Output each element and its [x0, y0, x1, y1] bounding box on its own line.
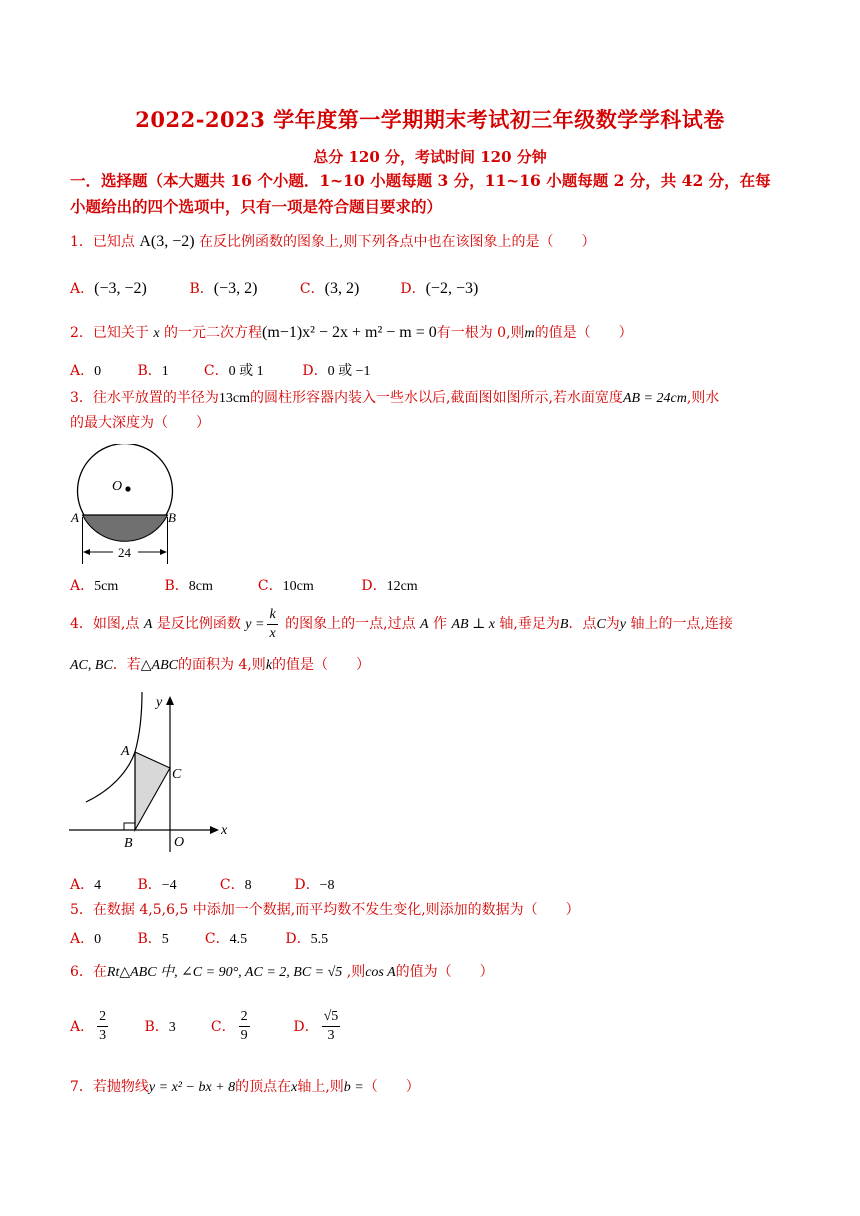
question-7: 7．若抛物线y = x² − bx + 8的顶点在x轴上,则b =（ ）	[70, 1079, 420, 1095]
q6-options	[70, 1008, 343, 1045]
q1-option-a[interactable]: A．(−3, −2)	[70, 280, 147, 297]
q3-line2: 的最大深度为（ ）	[70, 415, 210, 431]
q5-option-c[interactable]: C．4.5	[204, 931, 248, 947]
q6-option-b[interactable]: B．3	[144, 1018, 176, 1035]
q2-options	[70, 360, 371, 380]
q6-condition: Rt△ABC 中, ∠C = 90°, AC = 2, BC = √5	[106, 965, 343, 980]
q3-line1: 3．往水平放置的半径为13cm的圆柱形容器内装入一些水以后,截面图如图所示,若水面宽度AB = 24cm,则水	[70, 390, 720, 406]
label-b: B	[124, 836, 133, 851]
q5-option-d[interactable]: D．5.5	[285, 931, 329, 947]
exam-subtitle: 总分 120 分，考试时间 120 分钟	[313, 148, 547, 166]
question-5: 5．在数据 4,5,6,5 中添加一个数据,而平均数不发生变化,则添加的数据为（ ）	[70, 902, 580, 918]
label-o: O	[112, 479, 123, 494]
q2-option-c[interactable]: C．0 或 1	[203, 363, 264, 379]
triangle-abc	[135, 752, 170, 830]
q3-options	[70, 575, 418, 595]
water-segment	[83, 515, 168, 541]
q2-equation: (m−1)x² − 2x + m² − m = 0	[262, 324, 437, 341]
question-1	[70, 230, 794, 254]
q2-option-b[interactable]: B．1	[137, 363, 169, 379]
q1-option-b[interactable]: B．(−3, 2)	[189, 280, 258, 297]
hyperbola-curve	[86, 692, 142, 802]
center-point	[125, 486, 130, 491]
q6-option-d[interactable]: D． $\frac{√5}{3}$	[293, 1009, 339, 1043]
q4-option-d[interactable]: D．−8	[294, 877, 335, 893]
q5-option-b[interactable]: B．5	[137, 931, 169, 947]
q3-option-d[interactable]: D．12cm	[361, 578, 418, 594]
q4-fraction-k-x: $\frac{k}{x}$	[269, 606, 276, 641]
label-a: A	[71, 510, 79, 525]
q1-prefix: 1．已知点	[70, 234, 140, 250]
q6-option-c[interactable]: C． $\frac{2}{9}$	[210, 1009, 248, 1043]
q5-options	[70, 928, 328, 948]
question-6: 6．在Rt△ABC 中, ∠C = 90°, AC = 2, BC = √5 ,则cos A的值为（ ）	[70, 964, 494, 980]
label-y: y	[156, 695, 163, 710]
q4-option-c[interactable]: C．8	[219, 877, 252, 893]
q3-option-c[interactable]: C．10cm	[257, 578, 314, 594]
exam-title: 2022-2023 学年度第一学期期末考试初三年级数学学科试卷	[135, 107, 725, 132]
width-label: 24	[118, 545, 131, 560]
question-3	[70, 386, 794, 435]
q4-graph-figure	[66, 692, 236, 856]
q4-options	[70, 874, 335, 894]
q1-option-d[interactable]: D．(−2, −3)	[400, 280, 479, 297]
q1-point: A(3, −2)	[139, 233, 195, 250]
label-b: B	[168, 510, 176, 525]
q6-option-a[interactable]: A． $\frac{2}{3}$	[70, 1009, 107, 1043]
q3-option-a[interactable]: A．5cm	[70, 578, 119, 594]
label-x: x	[221, 823, 228, 838]
q5-option-a[interactable]: A．0	[70, 931, 102, 947]
q3-circle-figure	[68, 444, 188, 568]
q2-option-d[interactable]: D．0 或 −1	[302, 363, 371, 379]
q7-equation: y = x² − bx + 8	[148, 1080, 236, 1095]
q1-options	[70, 278, 478, 298]
section-heading	[70, 168, 794, 220]
label-a: A	[121, 744, 130, 759]
question-4-line2: AC, BC．若△ABC的面积为 4,则k的值是（ ）	[70, 657, 371, 673]
q1-option-c[interactable]: C．(3, 2)	[299, 280, 360, 297]
q2-option-a[interactable]: A．0	[70, 363, 102, 379]
section-heading-line2: 小题给出的四个选项中，只有一项是符合题目要求的）	[70, 197, 443, 216]
label-c: C	[172, 767, 182, 782]
label-o: O	[174, 835, 185, 850]
question-2: 2．已知关于 x 的一元二次方程(m−1)x² − 2x + m² − m = 0有一根为 0,则m的值是（ ）	[70, 324, 633, 341]
q3-option-b[interactable]: B．8cm	[164, 578, 213, 594]
question-4: 4．如图,点 A 是反比例函数 y = $\frac{k}{x}$ 的图象上的一点,过点 A 作 AB ⊥ x 轴,垂足为B．点C为y 轴上的一点,连接	[70, 606, 733, 641]
section-heading-line1: 一．选择题（本大题共 16 个小题．1~10 小题每题 3 分，11~16 小题每题 2 分，共 42 分，在每	[70, 171, 771, 190]
q4-option-b[interactable]: B．−4	[137, 877, 177, 893]
q4-option-a[interactable]: A．4	[70, 877, 102, 893]
q1-suffix: 在反比例函数的图象上,则下列各点中也在该图象上的是（ ）	[194, 234, 596, 250]
